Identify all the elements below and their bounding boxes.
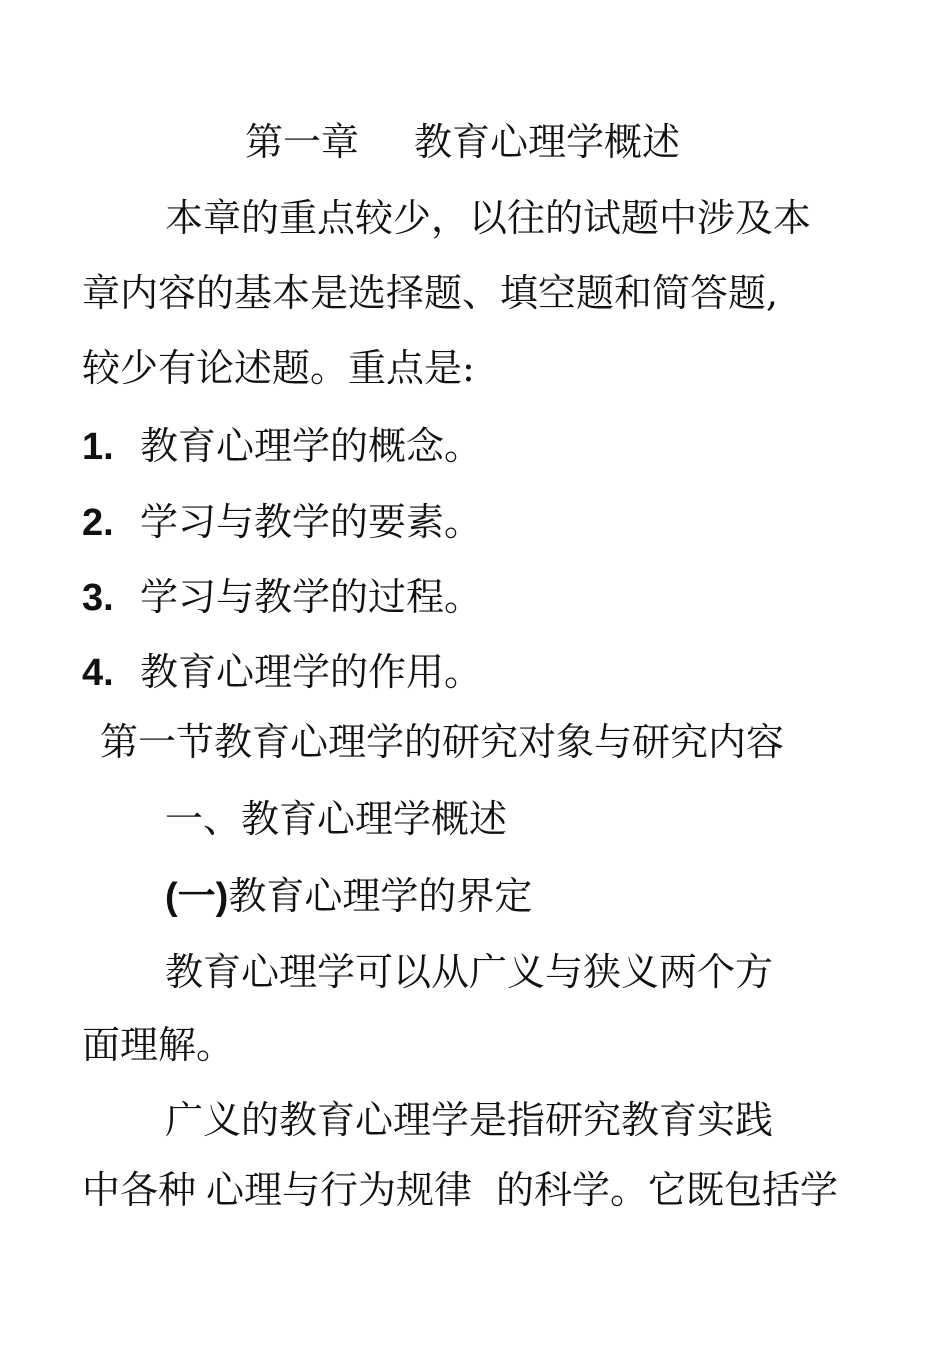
key-point-text: 教育心理学的概念。 [140,424,483,468]
intro-line-1: 本章的重点较少，以往的试题中涉及本 [165,196,812,240]
body-text-segment: 的科学。它既包括学 [496,1168,839,1212]
key-point-number: 3. [82,577,114,619]
key-point-item [82,424,482,469]
body-text-segment: 中各种 [82,1168,197,1212]
chapter-name: 教育心理学概述 [414,120,681,164]
heading-level-2-number: (一) [165,876,229,918]
heading-level-2-text: 教育心理学的界定 [228,874,533,918]
body-paragraph-1-line-2: 面理解。 [82,1023,235,1067]
chapter-label: 第一章 [245,120,360,164]
heading-level-2 [165,874,532,919]
key-point-number: 4. [82,652,114,694]
key-point-text: 教育心理学的作用。 [140,650,483,694]
intro-line-3: 较少有论述题。重点是: [82,346,475,390]
body-paragraph-2-line-1: 广义的教育心理学是指研究教育实践 [165,1098,774,1142]
body-text-segment: 心理与行为规律 [206,1168,473,1212]
section-title: 第一节教育心理学的研究对象与研究内容 [100,720,785,764]
key-point-item [82,650,482,695]
body-paragraph-2-line-2 [82,1168,838,1212]
chapter-title [245,120,680,164]
key-point-item [82,575,482,620]
key-point-text: 学习与教学的过程。 [140,575,483,619]
key-point-text: 学习与教学的要素。 [140,500,483,544]
key-point-item [82,500,482,545]
key-point-number: 2. [82,502,114,544]
heading-level-1: 一、教育心理学概述 [165,797,508,841]
body-paragraph-1-line-1: 教育心理学可以从广义与狭义两个方 [165,950,774,994]
key-point-number: 1. [82,426,114,468]
intro-line-2: 章内容的基本是选择题、填空题和简答题, [82,271,779,315]
